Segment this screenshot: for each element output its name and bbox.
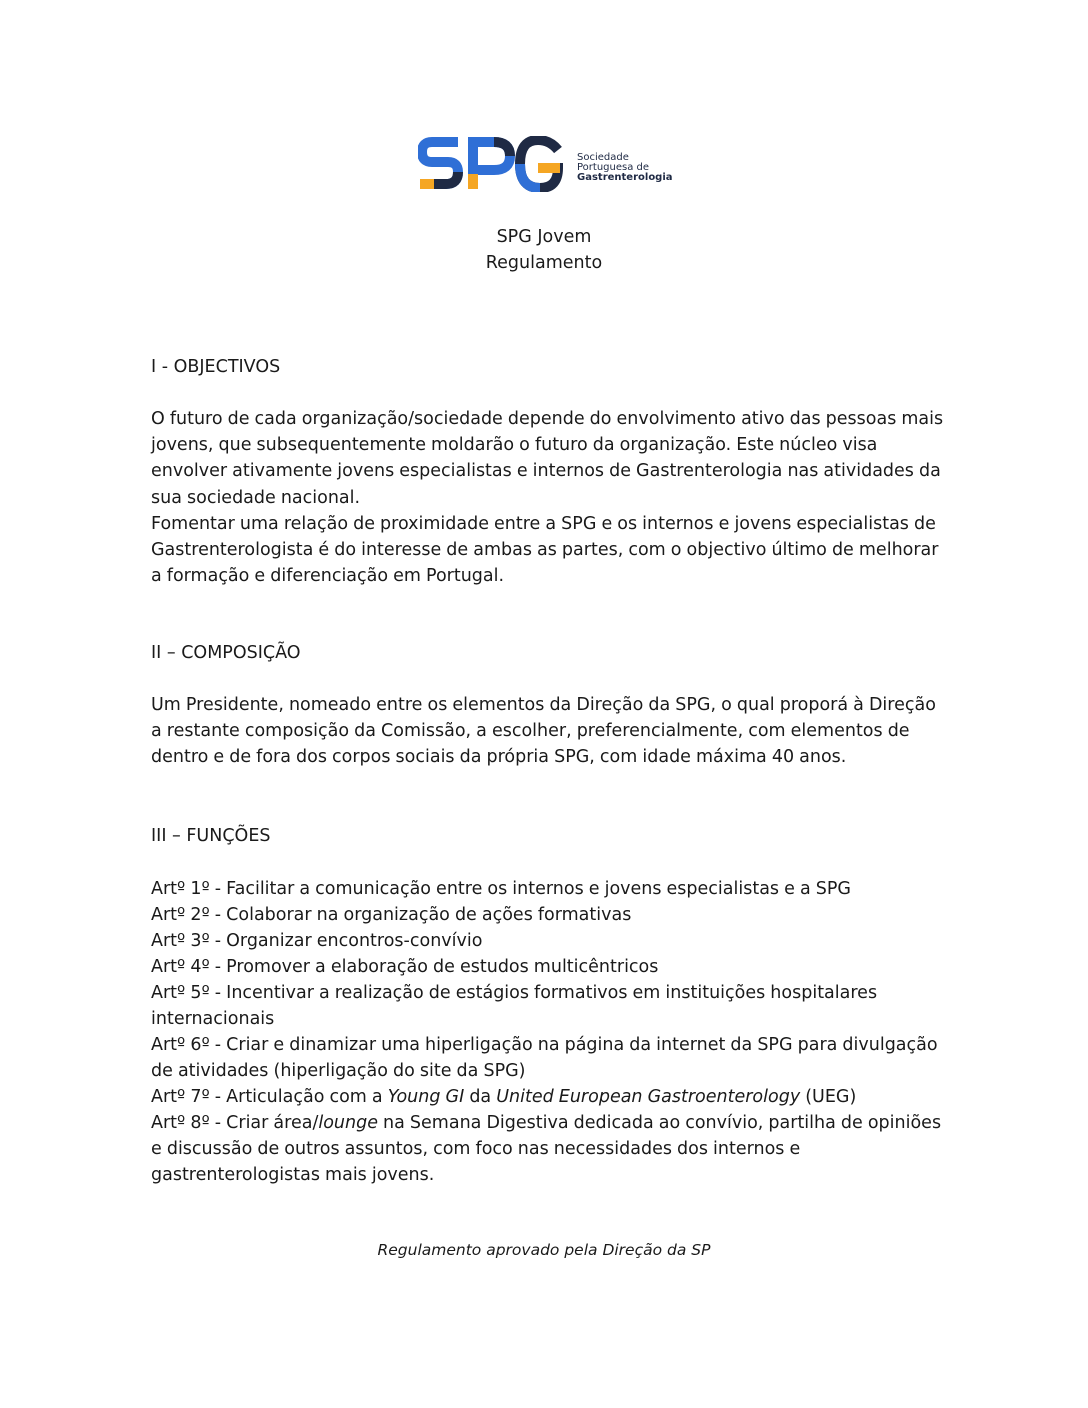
article-8: [151, 1110, 951, 1136]
text-line: a formação e diferenciação em Portugal.: [151, 566, 505, 587]
text-line: a restante composição da Comissão, a escolher, preferencialmente, com elementos de: [151, 721, 910, 742]
article-1: Artº 1º - Facilitar a comunicação entre os internos e jovens especialistas e a SPG: [151, 879, 851, 899]
text-line: Um Presidente, nomeado entre os elementos da Direção da SPG, o qual proporá à Direção: [151, 695, 936, 715]
article-6-continuation: de atividades (hiperligação do site da SPG): [151, 1061, 526, 1081]
section-heading-composicao: II – COMPOSIÇÃO: [151, 643, 301, 663]
text-line: dentro e de fora dos corpos sociais da própria SPG, com idade máxima 40 anos.: [151, 747, 847, 768]
article-2: Artº 2º - Colaborar na organização de ações formativas: [151, 905, 632, 925]
text-line: sua sociedade nacional.: [151, 487, 361, 508]
article-3: Artº 3º - Organizar encontros-convívio: [151, 931, 483, 951]
article-8-text: na Semana Digestiva dedicada ao convívio, partilha de opiniões: [377, 1113, 942, 1133]
section-heading-funcoes: III – FUNÇÕES: [151, 826, 271, 846]
logo-wordmark: [577, 153, 673, 183]
document-subtitle: Regulamento: [485, 253, 603, 273]
article-5: Artº 5º - Incentivar a realização de estágios formativos em instituições hospitalares: [151, 983, 878, 1003]
document-title: SPG Jovem: [496, 227, 592, 247]
ueg-term: United European Gastroenterology: [496, 1087, 801, 1107]
article-7-text: Artº 7º - Articulação com a: [151, 1087, 388, 1107]
spg-logo-icon: [418, 136, 568, 192]
text-line: Fomentar uma relação de proximidade entre a SPG e os internos e jovens especialistas de: [151, 513, 936, 534]
logo-line-1: Sociedade: [577, 152, 629, 163]
text-line: Gastrenterologista é do interesse de ambas as partes, com o objectivo último de melhorar: [151, 540, 939, 561]
article-8-continuation: gastrenterologistas mais jovens.: [151, 1165, 435, 1185]
spg-logo: [418, 136, 678, 192]
section-heading-objectivos: I - OBJECTIVOS: [151, 357, 281, 377]
approval-note: Regulamento aprovado pela Direção da SP: [377, 1241, 711, 1259]
logo-line-3: Gastrenterologia: [577, 172, 673, 183]
section-composicao-text: [151, 692, 951, 771]
article-7-text: (UEG): [800, 1087, 857, 1107]
article-6: Artº 6º - Criar e dinamizar uma hiperligação na página da internet da SPG para divulgação: [151, 1035, 938, 1055]
lounge-term: lounge: [318, 1113, 378, 1133]
young-gi-term: Young GI: [387, 1087, 465, 1107]
text-line: envolver ativamente jovens especialistas e internos de Gastrenterologia nas atividades da: [151, 461, 941, 482]
article-7-text: da: [464, 1087, 497, 1107]
article-8-continuation: e discussão de outros assuntos, com foco nas necessidades dos internos e: [151, 1139, 801, 1159]
article-7: [151, 1084, 951, 1110]
logo-line-2: Portuguesa de: [577, 162, 650, 173]
text-line: O futuro de cada organização/sociedade depende do envolvimento ativo das pessoas mais: [151, 409, 944, 429]
article-8-text: Artº 8º - Criar área/: [151, 1113, 319, 1133]
article-4: Artº 4º - Promover a elaboração de estudos multicêntricos: [151, 957, 659, 977]
section-objectivos-text: [151, 406, 951, 589]
article-5-continuation: internacionais: [151, 1009, 275, 1029]
articles-list: [151, 876, 951, 1188]
text-line: jovens, que subsequentemente moldarão o futuro da organização. Este núcleo visa: [151, 435, 878, 456]
